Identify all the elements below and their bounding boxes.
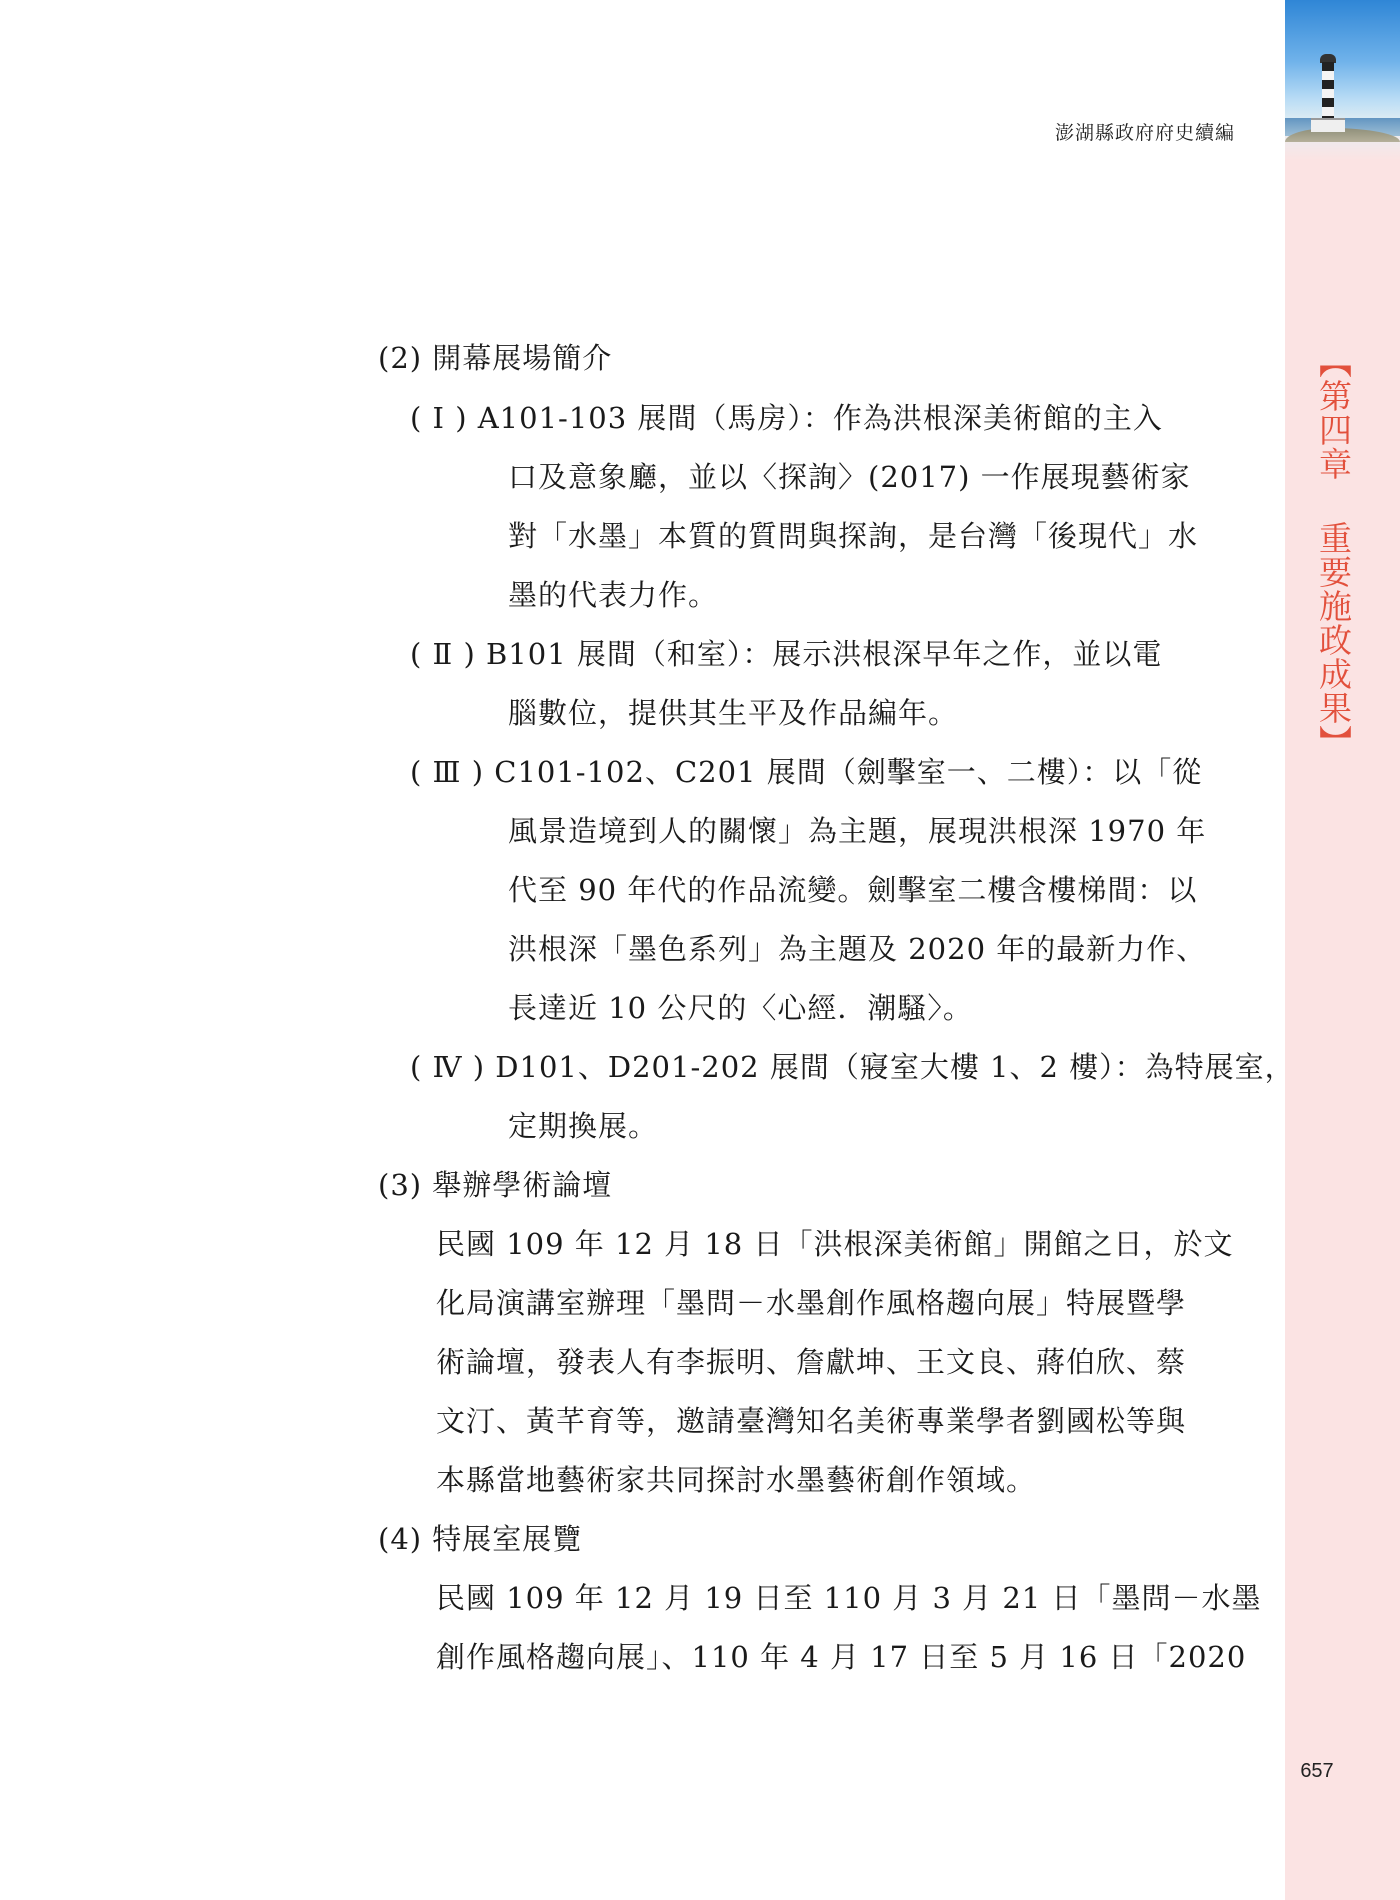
- paragraph-line: 文汀、黃芊育等，邀請臺灣知名美術專業學者劉國松等與: [436, 1404, 1187, 1438]
- running-header: 澎湖縣政府府史續編: [1054, 122, 1235, 144]
- paragraph-line: 民國 109 年 12 月 18 日「洪根深美術館」開館之日，於文: [436, 1227, 1234, 1261]
- paragraph-line: 創作風格趨向展」、110 年 4 月 17 日至 5 月 16 日「2020: [436, 1640, 1247, 1674]
- item-3-line: 洪根深「墨色系列」為主題及 2020 年的最新力作、: [508, 932, 1207, 966]
- section-heading-3: (3) 舉辦學術論壇: [378, 1168, 613, 1202]
- side-band: [1285, 0, 1400, 1900]
- item-3-line: ( Ⅲ ) C101-102、C201 展間（劍擊室一、二樓）：以「從: [410, 755, 1203, 789]
- item-2-line: ( Ⅱ ) B101 展間（和室）：展示洪根深早年之作，並以電: [410, 637, 1163, 671]
- item-4-line: ( Ⅳ ) D101、D201-202 展間（寢室大樓 1、2 樓）：為特展室，: [410, 1050, 1295, 1084]
- paragraph-line: 民國 109 年 12 月 19 日至 110 月 3 月 21 日「墨問－水墨: [436, 1581, 1262, 1615]
- lighthouse-house: [1311, 118, 1345, 132]
- item-1-line: 口及意象廳，並以〈探詢〉(2017) 一作展現藝術家: [508, 460, 1191, 494]
- page-number: 657: [1300, 1760, 1334, 1782]
- section-heading-2: (2) 開幕展場簡介: [378, 341, 613, 375]
- item-3-line: 風景造境到人的關懷」為主題，展現洪根深 1970 年: [508, 814, 1207, 848]
- item-3-line: 長達近 10 公尺的〈心經．潮騷〉。: [508, 991, 973, 1025]
- paragraph-line: 化局演講室辦理「墨問－水墨創作風格趨向展」特展暨學: [436, 1286, 1187, 1320]
- item-1-line: 墨的代表力作。: [508, 578, 719, 612]
- chapter-label: 【第四章 重要施政成果】: [1314, 345, 1353, 759]
- item-3-line: 代至 90 年代的作品流變。劍擊室二樓含樓梯間：以: [508, 873, 1198, 907]
- item-1-line: 對「水墨」本質的質問與探詢，是台灣「後現代」水: [508, 519, 1199, 553]
- item-1-line: ( Ⅰ ) A101-103 展間（馬房）：作為洪根深美術館的主入: [410, 401, 1163, 435]
- lighthouse-photo: [1285, 0, 1400, 160]
- paragraph-line: 術論壇，發表人有李振明、詹獻坤、王文良、蔣伯欣、蔡: [436, 1345, 1187, 1379]
- section-heading-4: (4) 特展室展覽: [378, 1522, 583, 1556]
- item-2-line: 腦數位，提供其生平及作品編年。: [508, 696, 959, 730]
- paragraph-line: 本縣當地藝術家共同探討水墨藝術創作領域。: [436, 1463, 1037, 1497]
- item-4-line: 定期換展。: [508, 1109, 659, 1143]
